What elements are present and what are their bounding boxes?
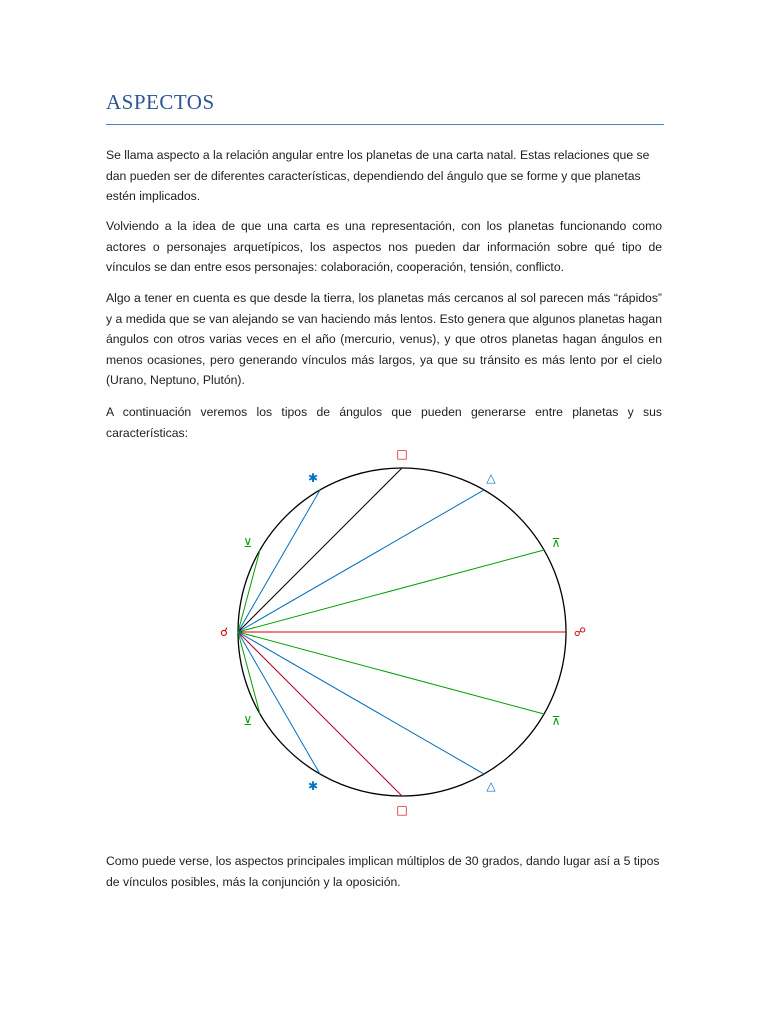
aspect-line-semisextile-upper — [238, 550, 260, 632]
aspect-symbol-quincunx-upper: ⊼ — [551, 536, 561, 550]
paragraph-planet-speed: Algo a tener en cuenta es que desde la tierra, los planetas más cercanos al sol parecen más “rápidos” y a medida que se van alejando se van haciendo más lentos. Esto genera que algunos planetas hagan ángulos con otros varias veces en el año (mercurio, venus), y que otros planetas hagan ángulos en menos ocasiones, pero generando vínculos más largos, ya que su tránsito es más lento por el cielo (Urano, Neptuno, Plutón). — [106, 291, 662, 387]
paragraph-representation: Volviendo a la idea de que una carta es una representación, con los planetas funcionando como actores o personajes arquetípicos, los aspectos nos pueden dar información sobre qué tipo de vínculos se dan entre esos personajes: colaboración, cooperación, tensión, conflicto. — [106, 219, 662, 274]
aspect-symbol-trine-lower: △ — [486, 779, 496, 794]
aspect-line-sextile-lower — [238, 632, 320, 774]
aspect-symbol-conjunction: ☌ — [219, 625, 229, 639]
aspect-line-quincunx-upper — [238, 550, 544, 632]
aspect-line-trine-upper — [238, 490, 484, 632]
aspect-line-square-upper — [238, 468, 402, 632]
aspect-symbol-semisextile-lower: ⊻ — [243, 714, 253, 728]
aspect-line-semisextile-lower — [238, 632, 260, 714]
page-title: ASPECTOS — [106, 90, 215, 114]
aspect-line-sextile-upper — [238, 490, 320, 632]
aspect-symbol-square-upper: □ — [396, 447, 408, 461]
aspect-line-quincunx-lower — [238, 632, 544, 714]
aspect-symbol-semisextile-upper: ⊻ — [243, 536, 253, 550]
paragraph-angle-types: A continuación veremos los tipos de ángulos que pueden generarse entre planetas y sus características: — [106, 405, 662, 440]
aspect-lines — [238, 468, 566, 796]
aspect-symbol-square-lower: □ — [396, 803, 408, 817]
aspect-line-square-lower — [238, 632, 402, 796]
aspect-symbol-quincunx-lower: ⊼ — [551, 714, 561, 728]
paragraph-conclusion: Como puede verse, los aspectos principales implican múltiplos de 30 grados, dando lugar así a 5 tipos de vínculos posibles, más la conjunción y la oposición. — [106, 854, 660, 889]
aspect-symbol-trine-upper: △ — [486, 470, 496, 485]
paragraph-intro: Se llama aspecto a la relación angular entre los planetas de una carta natal. Estas relaciones que se dan pueden ser de diferentes características, dependiendo del ángulo que se forme y que planetas estén implicados. — [106, 148, 650, 203]
aspect-line-trine-lower — [238, 632, 484, 774]
aspect-symbol-sextile-upper: ✱ — [307, 470, 319, 485]
aspect-symbol-sextile-lower: ✱ — [307, 779, 319, 794]
aspect-symbol-opposition: ☍ — [573, 625, 587, 639]
